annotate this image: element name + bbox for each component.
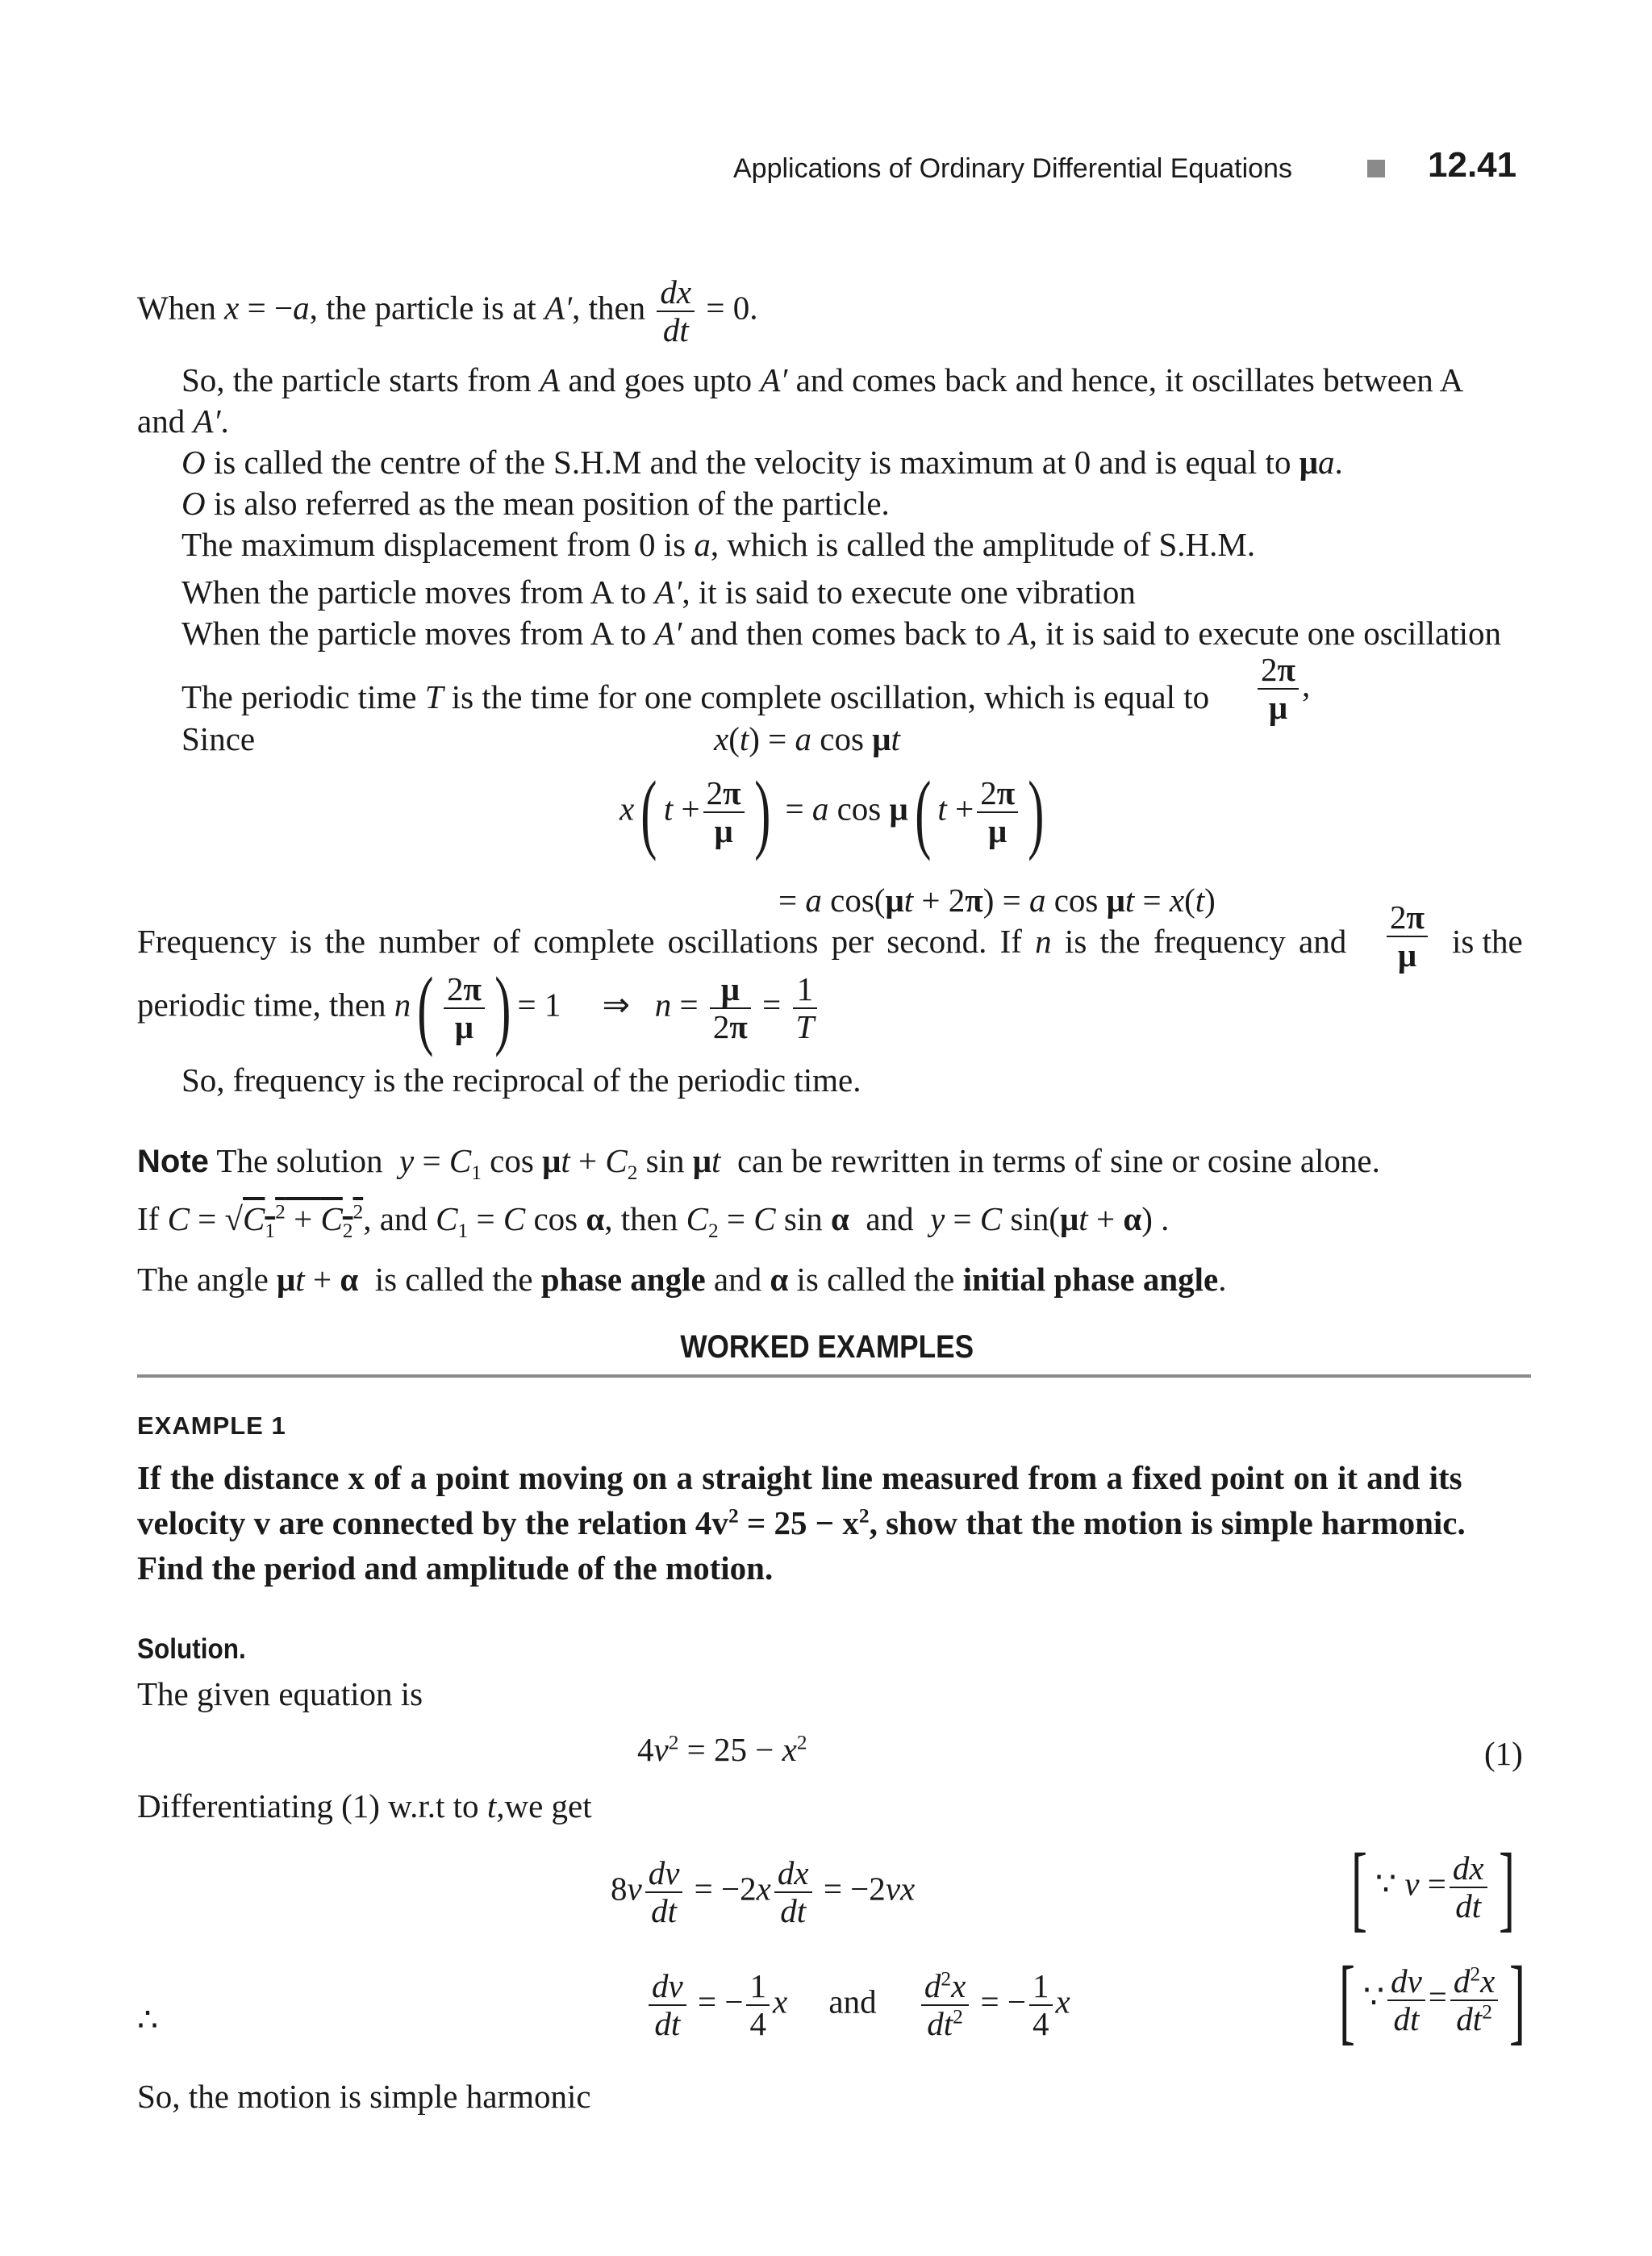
line-7: When the particle moves from A to A′, it is said to execute one vibration: [181, 573, 1136, 611]
eq-given: $4v^2 = 25 - x^2$: [637, 1731, 807, 1768]
example-line-3: Find the period and amplitude of the motion.: [137, 1549, 774, 1587]
note-line-2: If $C = √C_1^2 + C_2^2$, and $C_1 = C$ cos α, then $C_2 = C$ sin α and y = C sin(μt + α) .: [137, 1200, 1170, 1243]
bracket-note-2: [ ∵ $\frac{dv}{dt}$ = $\frac{d^2x}{dt^2}$ ]: [1338, 1946, 1526, 2054]
line-frequency: Frequency is the number of complete oscillations per second. If n is the frequency and: [137, 923, 1347, 960]
given-line: The given equation is: [137, 1675, 423, 1712]
solution-label: Solution.: [137, 1633, 246, 1665]
period-fraction: $\frac{2\pi}{\mu}$ ,: [1254, 652, 1310, 726]
line-1: When x = −a, the particle is at A′, then $\frac{dx}{dt}$ = 0.: [137, 273, 758, 349]
line-8: When the particle moves from A to A′ and then comes back to A, it is said to execute one oscillation: [181, 615, 1502, 652]
eq-1-label: (1): [1484, 1735, 1523, 1772]
is-the: is the: [1452, 923, 1523, 960]
page-number: 12.41: [1428, 145, 1517, 185]
eq-periodic-2: = a cos(μt + 2π) = a cos μt = x(t): [778, 882, 1216, 919]
line-3: and A′.: [137, 402, 229, 440]
note-line-3: The angle μt + α is called the phase angle and α is called the initial phase angle.: [137, 1261, 1227, 1298]
example-line-1: If the distance x of a point moving on a straight line measured from a fixed point on it and its: [137, 1459, 1462, 1496]
running-title: Applications of Ordinary Differential Equations: [733, 153, 1292, 184]
line-6: The maximum displacement from 0 is a, which is called the amplitude of S.H.M.: [181, 526, 1256, 563]
eq-result: $\frac{dv}{dt}$ = − $\frac{1}{4}$ x and $\frac{d^2x}{dt^2}$ = − $\frac{1}{4}$ x: [645, 1968, 1070, 2042]
since-label: Since: [181, 720, 256, 757]
line-9: The periodic time T is the time for one complete oscillation, which is equal to: [181, 678, 1210, 715]
therefore-symbol: ∴: [137, 2001, 159, 2038]
line-2: So, the particle starts from A and goes upto A′ and comes back and hence, it oscillates between A: [181, 361, 1464, 398]
eq-xt: x(t) = a cos μt: [714, 720, 900, 757]
freq-fraction: $\frac{2\pi}{\mu}$: [1383, 899, 1431, 974]
line-periodic: periodic time, then n( $\frac{2\pi}{\mu}$ ) = 1 ⇒ n = $\frac{\mu}{2\pi}$ = $\frac{1}{T}$: [137, 964, 820, 1053]
diff-line: Differentiating (1) w.r.t to t,we get: [137, 1787, 592, 1824]
header-square-icon: [1367, 160, 1385, 177]
eq-periodic: x( t + $\frac{2\pi}{\mu}$ ) = a cos μ( t + $\frac{2\pi}{\mu}$ ): [620, 763, 1045, 861]
worked-examples-heading: WORKED EXAMPLES: [680, 1329, 974, 1365]
line-reciprocal: So, frequency is the reciprocal of the periodic time.: [181, 1061, 861, 1099]
line-4: O is called the centre of the S.H.M and the velocity is maximum at 0 and is equal to μa.: [181, 444, 1343, 481]
example-line-2: velocity v are connected by the relation $4v^2 = 25 - x^2$, show that the motion is simple harmonic.: [137, 1504, 1466, 1541]
shm-conclusion: So, the motion is simple harmonic: [137, 2078, 591, 2115]
bracket-note-1: [ ∵ v = $\frac{dx}{dt}$ ]: [1350, 1833, 1515, 1941]
eq-derivative: 8v $\frac{dv}{dt}$ = −2x $\frac{dx}{dt}$ = −2vx: [611, 1854, 916, 1930]
note-line-1: Note The solution $y = C_1$ $\cos \mu t + C_2$ sin μt can be rewritten in terms of sine or cosine alone.: [137, 1142, 1380, 1185]
section-rule: [137, 1374, 1531, 1378]
line-5: O is also referred as the mean position of the particle.: [181, 485, 890, 522]
example-label: EXAMPLE 1: [137, 1412, 286, 1440]
